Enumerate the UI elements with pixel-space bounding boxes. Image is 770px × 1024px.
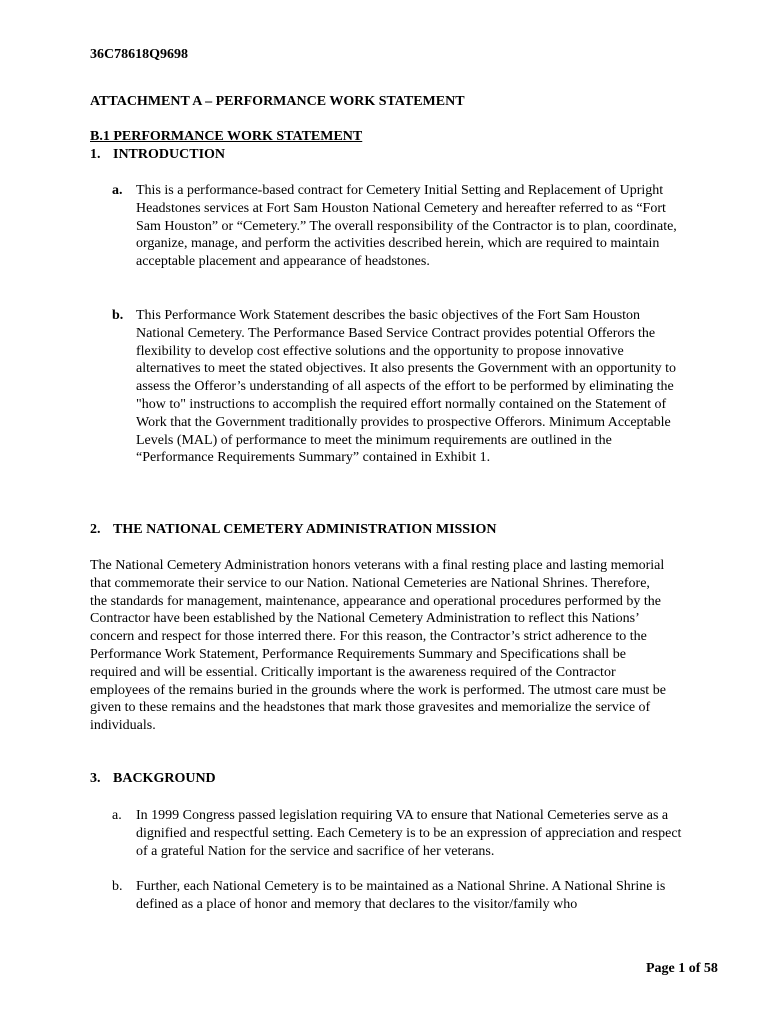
section-1-item-b <box>112 307 682 467</box>
page-number: Page 1 of 58 <box>646 961 718 976</box>
document-number: 36C78618Q9698 <box>90 47 188 62</box>
item-text: Further, each National Cemetery is to be maintained as a National Shrine. A National Shrine is defined as a place of honor and memory that declares to the visitor/family who <box>136 879 666 912</box>
attachment-title: ATTACHMENT A – PERFORMANCE WORK STATEMENT <box>90 94 465 109</box>
item-text: This is a performance-based contract for Cemetery Initial Setting and Replacement of Upright Headstones services at Fort Sam Houston National Cemetery and hereafter referred to as “Fort Sam Houston” or “Cemetery.” The overall responsibility of the Contractor is to plan, coordinate, organize, manage, and perform the activities described herein, which are required to maintain acceptable placement and appearance of headstones. <box>136 183 677 270</box>
section-3-item-a <box>112 807 682 860</box>
section-1-item-a <box>112 182 682 271</box>
section-1-heading <box>90 147 225 163</box>
item-text: This Performance Work Statement describes the basic objectives of the Fort Sam Houston National Cemetery. The Performance Based Service Contract provides potential Offerors the flexibility to develop cost effective solutions and the opportunity to propose innovative alternatives to meet the stated objectives. It also presents the Government with an opportunity to assess the Offeror’s understanding of all aspects of the effort to be performed by eliminating the "how to" instructions to accomplish the required effort normally contained on the Statement of Work that the Government traditionally provides to prospective Offerors. Minimum Acceptable Levels (MAL) of performance to meet the minimum requirements are outlined in the “Performance Requirements Summary” contained in Exhibit 1. <box>136 308 677 466</box>
section-2-number: 2. <box>90 522 101 537</box>
b1-heading: B.1 PERFORMANCE WORK STATEMENT <box>90 129 363 144</box>
section-1-number: 1. <box>90 147 101 162</box>
item-text: In 1999 Congress passed legislation requiring VA to ensure that National Cemeteries serve as a dignified and respectful setting. Each Cemetery is to be an expression of appreciation and respect of a grateful Nation for the service and sacrifice of her veterans. <box>136 808 682 859</box>
item-marker: a. <box>112 183 123 198</box>
section-2-heading <box>90 522 497 538</box>
item-marker: b. <box>112 308 124 323</box>
section-1-title: INTRODUCTION <box>113 147 226 162</box>
section-3-heading <box>90 771 216 787</box>
section-3-item-b <box>112 878 682 914</box>
section-3-title: BACKGROUND <box>113 771 216 786</box>
section-2-title: THE NATIONAL CEMETERY ADMINISTRATION MISSION <box>113 522 497 537</box>
item-marker: a. <box>112 808 122 823</box>
section-2-paragraph: The National Cemetery Administration honors veterans with a final resting place and lasting memorial that commemorate their service to our Nation. National Cemeteries are National Shrines. Therefore, the standards for management, maintenance, appearance and operational procedures performed by the Contractor have been established by the National Cemetery Administration to reflect this Nations’ concern and respect for those interred there. For this reason, the Contractor’s strict adherence to the Performance Work Statement, Performance Requirements Summary and Specifications shall be required and will be essential. Critically important is the awareness required of the Contractor employees of the remains buried in the grounds where the work is performed. The utmost care must be given to these remains and the headstones that mark those gravesites and memorialize the service of individuals. <box>90 558 666 734</box>
item-marker: b. <box>112 879 123 894</box>
section-3-number: 3. <box>90 771 101 786</box>
